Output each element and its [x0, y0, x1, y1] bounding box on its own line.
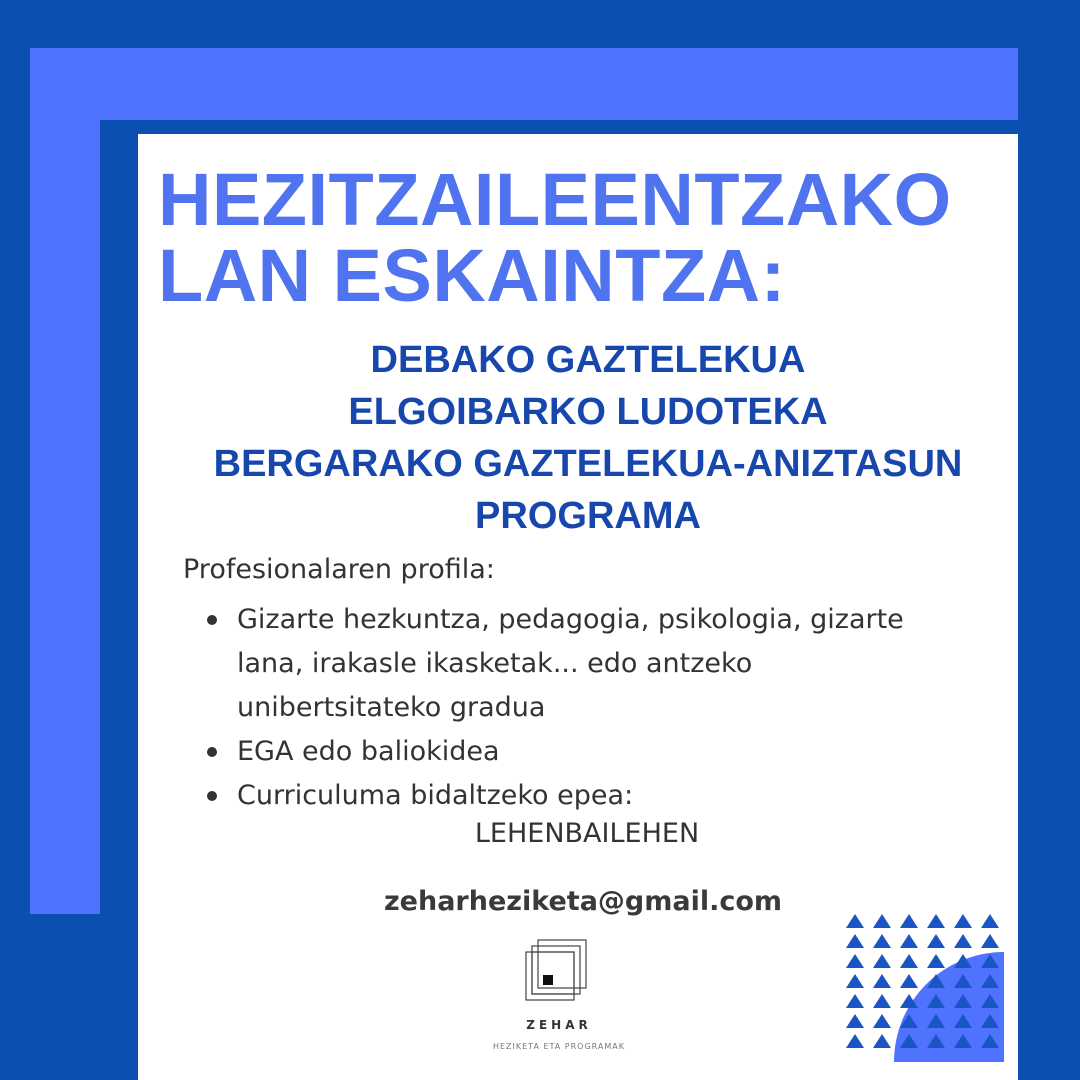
- requirement-text: Curriculuma bidaltzeko epea:: [237, 780, 634, 811]
- venue-item: DEBAKO GAZTELEKUA: [370, 339, 806, 381]
- requirement-item: [183, 774, 963, 818]
- triangle-icon: [900, 974, 918, 988]
- requirement-text: EGA edo baliokidea: [237, 736, 500, 767]
- requirements-list: [183, 598, 963, 818]
- triangle-icon: [846, 974, 864, 988]
- accent-bar-left: [30, 48, 100, 914]
- requirement-item: [183, 598, 963, 730]
- triangle-icon: [981, 934, 999, 948]
- triangle-icon: [846, 994, 864, 1008]
- triangle-icon: [954, 914, 972, 928]
- bullet-icon: [207, 791, 217, 801]
- triangle-icon: [873, 1034, 891, 1048]
- triangle-icon: [873, 1014, 891, 1028]
- triangle-icon: [846, 1014, 864, 1028]
- venue-list: [178, 334, 998, 542]
- bullet-icon: [207, 615, 217, 625]
- triangle-icon: [873, 974, 891, 988]
- triangle-icon: [927, 934, 945, 948]
- triangle-icon: [981, 914, 999, 928]
- zehar-logo: [492, 934, 634, 1080]
- triangle-icon: [873, 994, 891, 1008]
- logo-tagline: HEZIKETA ETA PROGRAMAK: [492, 1042, 626, 1051]
- triangle-icon: [846, 934, 864, 948]
- logo-name: ZEHAR: [526, 1018, 592, 1032]
- triangle-icon: [846, 1034, 864, 1048]
- profile-heading: Profesionalaren profila:: [183, 554, 495, 585]
- triangle-icon: [873, 934, 891, 948]
- triangle-icon: [900, 914, 918, 928]
- contact-email[interactable]: zeharheziketa@gmail.com: [383, 886, 783, 917]
- poster-title: [158, 158, 952, 317]
- triangle-icon: [873, 914, 891, 928]
- triangle-icon: [900, 954, 918, 968]
- title-line-2: LAN ESKAINTZA:: [158, 234, 786, 317]
- requirement-text: Gizarte hezkuntza, pedagogia, psikologia, gizarte lana, irakasle ikasketak... edo antzeko unibertsitateko gradua: [237, 604, 904, 723]
- venue-item: BERGARAKO GAZTELEKUA-ANIZTASUN: [213, 443, 963, 485]
- triangle-icon: [954, 934, 972, 948]
- triangle-icon: [927, 914, 945, 928]
- triangle-icon: [927, 954, 945, 968]
- triangle-icon: [846, 954, 864, 968]
- venue-item: PROGRAMA: [475, 495, 701, 537]
- triangle-pattern-icon: [842, 912, 1004, 1062]
- bullet-icon: [207, 747, 217, 757]
- triangle-icon: [900, 934, 918, 948]
- title-line-1: HEZITZAILEENTZAKO: [158, 158, 952, 241]
- deadline-value: LEHENBAILEHEN: [474, 818, 700, 849]
- logo-squares-icon: [524, 938, 594, 1008]
- triangle-icon: [846, 914, 864, 928]
- accent-bar-top: [30, 48, 1018, 120]
- venue-item: ELGOIBARKO LUDOTEKA: [348, 391, 828, 433]
- requirement-item: [183, 730, 963, 774]
- triangle-icon: [873, 954, 891, 968]
